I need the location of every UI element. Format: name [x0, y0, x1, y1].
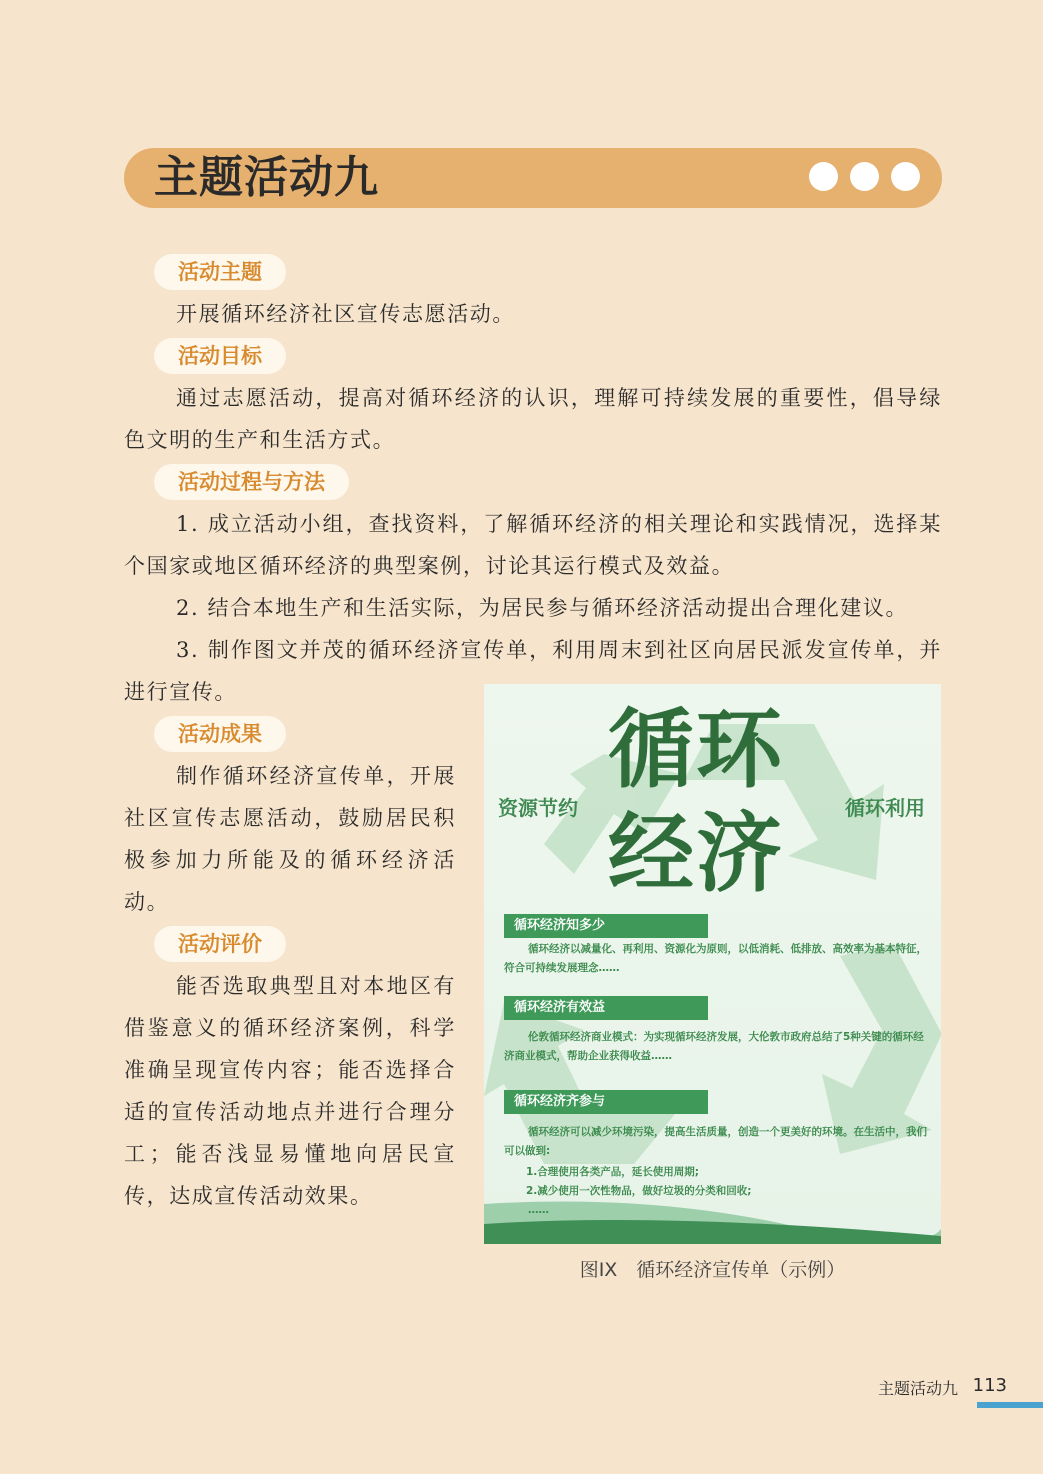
evaluation-text: 能否选取典型且对本地区有借鉴意义的循环经济案例，科学准确呈现宣传内容；能否选择合适的宣传活动地点并进行合理分工；能否浅显易懂地向居民宣传，达成宣传活动效果。 [124, 974, 456, 1208]
result-text: 制作循环经济宣传单，开展社区宣传志愿活动，鼓励居民积极参加力所能及的循环经济活动。 [124, 764, 456, 914]
footer-accent-bar [977, 1402, 1043, 1408]
theme-text: 开展循环经济社区宣传志愿活动。 [176, 302, 515, 326]
section-heading-evaluation: 活动评价 [154, 926, 286, 962]
goal-text: 通过志愿活动，提高对循环经济的认识，理解可持续发展的重要性，倡导绿色文明的生产和生活方式。 [124, 386, 942, 452]
section-heading-process: 活动过程与方法 [154, 464, 349, 500]
circular-economy-poster [484, 684, 941, 1244]
poster-right-slogan: 循环利用 [845, 796, 925, 820]
poster-list-item: 2.减少使用一次性物品，做好垃圾的分类和回收; [526, 1185, 752, 1197]
poster-block-heading: 循环经济知多少 [504, 914, 708, 938]
section-heading-theme: 活动主题 [154, 254, 286, 290]
dot-icon [850, 162, 879, 191]
footer-section-label: 主题活动九 [877, 1379, 958, 1398]
process-step-3: 3. 制作图文并茂的循环经济宣传单，利用周末到社区向居民派发宣传单，并进行宣传。 [124, 638, 942, 704]
page-title: 主题活动九 [154, 152, 379, 203]
poster-block-text: 伦敦循环经济商业模式：为实现循环经济发展，大伦敦市政府总结了5种关键的循环经济商业模式，帮助企业获得收益…… [504, 1031, 924, 1062]
section-heading-result: 活动成果 [154, 716, 286, 752]
decorative-dots [809, 162, 920, 191]
poster-list-item: …… [528, 1204, 549, 1216]
figure-caption: 图IX 循环经济宣传单（示例） [579, 1259, 846, 1281]
poster-title-line1: 循环 [608, 700, 784, 800]
dot-icon [891, 162, 920, 191]
poster-block-text: 循环经济以减量化、再利用、资源化为原则，以低消耗、低排放、高效率为基本特征，符合可持续发展理念…… [504, 943, 927, 974]
title-banner [124, 148, 942, 208]
section-heading-goal: 活动目标 [154, 338, 286, 374]
poster-left-slogan: 资源节约 [498, 796, 578, 820]
poster-block-text: 循环经济可以减少环境污染，提高生活质量，创造一个更美好的环境。在生活中，我们可以做到: [504, 1126, 927, 1157]
dot-icon [809, 162, 838, 191]
poster-title-line2: 经济 [608, 804, 784, 904]
process-step-2: 2. 结合本地生产和生活实际，为居民参与循环经济活动提出合理化建议。 [176, 596, 909, 620]
page-number: 113 [972, 1375, 1007, 1396]
poster-block-heading: 循环经济有效益 [504, 996, 708, 1020]
poster-list-item: 1.合理使用各类产品，延长使用周期; [526, 1166, 699, 1178]
poster-block-heading: 循环经济齐参与 [504, 1090, 708, 1114]
process-step-1: 1. 成立活动小组，查找资料，了解循环经济的相关理论和实践情况，选择某个国家或地区循环经济的典型案例，讨论其运行模式及效益。 [124, 512, 942, 578]
